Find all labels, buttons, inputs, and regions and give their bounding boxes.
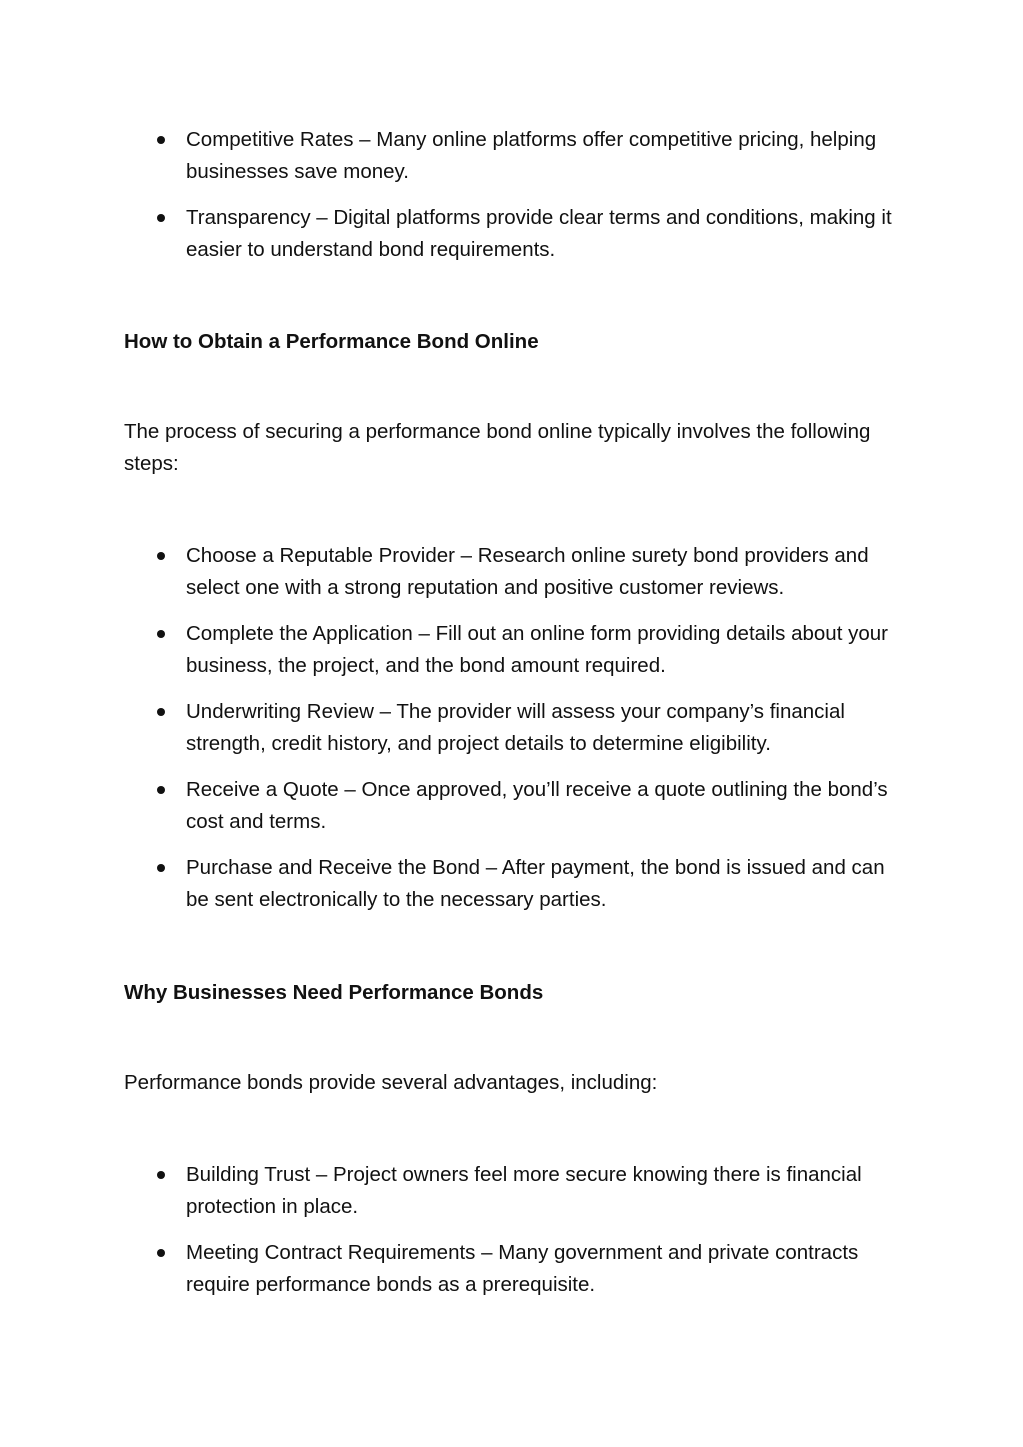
bullet-icon [157, 214, 165, 222]
list-item-text: Meeting Contract Requirements – Many government and private contracts require performance bonds as a prerequisite. [186, 1241, 859, 1296]
list-item [124, 124, 904, 187]
list-item-text: Competitive Rates – Many online platforms offer competitive pricing, helping businesses save money. [186, 128, 877, 183]
bullet-icon [157, 1171, 165, 1179]
list-item-text: Purchase and Receive the Bond – After payment, the bond is issued and can be sent electronically to the necessary parties. [186, 856, 885, 911]
list-item-text: Transparency – Digital platforms provide clear terms and conditions, making it easier to understand bond requirements. [186, 206, 892, 261]
section-heading-why: Why Businesses Need Performance Bonds [124, 981, 544, 1004]
list-item [124, 1159, 904, 1222]
list-item [124, 618, 904, 681]
bullet-icon [157, 630, 165, 638]
list-item-text: Choose a Reputable Provider – Research online surety bond providers and select one with a strong reputation and positive customer reviews. [186, 544, 869, 599]
list-item [124, 540, 904, 603]
list-item [124, 1237, 904, 1300]
advantages-bullet-list [124, 1159, 904, 1300]
bullet-icon [157, 864, 165, 872]
bullet-icon [157, 786, 165, 794]
list-item-text: Receive a Quote – Once approved, you’ll receive a quote outlining the bond’s cost and terms. [186, 778, 888, 833]
steps-bullet-list [124, 540, 904, 915]
section-intro-obtain: The process of securing a performance bond online typically involves the following steps: [124, 420, 871, 475]
section-heading-obtain: How to Obtain a Performance Bond Online [124, 330, 539, 353]
list-item-text: Building Trust – Project owners feel more secure knowing there is financial protection in place. [186, 1163, 862, 1218]
list-item-text: Underwriting Review – The provider will assess your company’s financial strength, credit history, and project details to determine eligibility. [186, 700, 845, 755]
top-bullet-list [124, 124, 904, 265]
list-item [124, 774, 904, 837]
list-item [124, 696, 904, 759]
list-item [124, 202, 904, 265]
section-intro-why: Performance bonds provide several advantages, including: [124, 1071, 658, 1094]
bullet-icon [157, 708, 165, 716]
list-item [124, 852, 904, 915]
bullet-icon [157, 136, 165, 144]
bullet-icon [157, 552, 165, 560]
bullet-icon [157, 1249, 165, 1257]
list-item-text: Complete the Application – Fill out an online form providing details about your business, the project, and the bond amount required. [186, 622, 888, 677]
